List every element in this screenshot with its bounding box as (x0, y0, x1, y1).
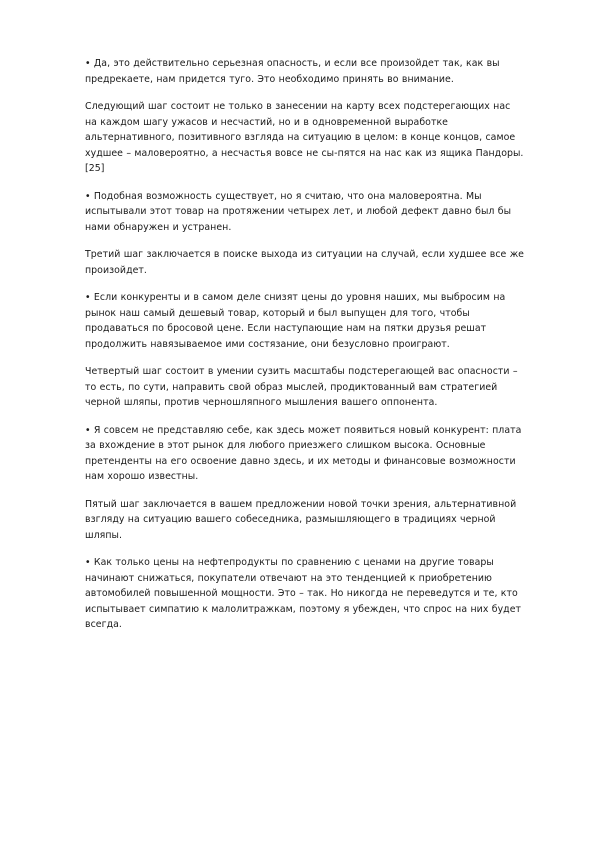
document-body (85, 56, 525, 645)
paragraph-1: • Да, это действительно серьезная опасность, и если все произойдет так, как вы предрекаете, нам придется туго. Это необходимо принять во внимание. (85, 58, 500, 85)
paragraph-5: • Если конкуренты и в самом деле снизят цены до уровня наших, мы выбросим на рынок наш самый дешевый товар, который и был выпущен для того, чтобы продаваться по бросовой цене. Если наступающие нам на пятки друзья решат продолжить навязываемое ими состязание, они безусловно проиграют. (85, 292, 506, 350)
paragraph-3: • Подобная возможность существует, но я считаю, что она маловероятна. Мы испытывали этот товар на протяжении четырех лет, и любой дефект давно был бы нами обнаружен и устранен. (85, 190, 512, 233)
paragraph-2: Следующий шаг состоит не только в занесении на карту всех подстерегающих нас на каждом шагу ужасов и несчастий, но и в одновременной выработке альтернативного, позитивного взгляда на ситуацию в целом: в конце концов, самое худшее – маловероятно, а несчастья вовсе не сы-пятся на нас как из ящика Пандоры.[25] (85, 101, 524, 174)
paragraph-8: Пятый шаг заключается в вашем предложении новой точки зрения, альтернативной взгляду на ситуацию вашего собеседника, размышляющего в традициях черной шляпы. (85, 498, 517, 541)
paragraph-9: • Как только цены на нефтепродукты по сравнению с ценами на другие товары начинают снижаться, покупатели отвечают на это тенденцией к приобретению автомобилей повышенной мощности. Это – так. Но никогда не переведутся и те, кто испытывает симпатию к малолитражкам, поэтому я убежден, что спрос на них будет всегда. (85, 557, 522, 630)
paragraph-7: • Я совсем не представляю себе, как здесь может появиться новый конкурент: плата за вхождение в этот рынок для любого приезжего слишком высока. Основные претенденты на его освоение давно здесь, и их методы и финансовые возможности нам хорошо известны. (85, 424, 522, 482)
paragraph-6: Четвертый шаг состоит в умении сузить масштабы подстерегающей вас опасности – то есть, по сути, направить свой образ мыслей, продиктованный вам стратегией черной шляпы, против черношляпного мышления вашего оппонента. (85, 366, 518, 408)
paragraph-4: Третий шаг заключается в поиске выхода из ситуации на случай, если худшее все же произойдет. (85, 249, 525, 276)
